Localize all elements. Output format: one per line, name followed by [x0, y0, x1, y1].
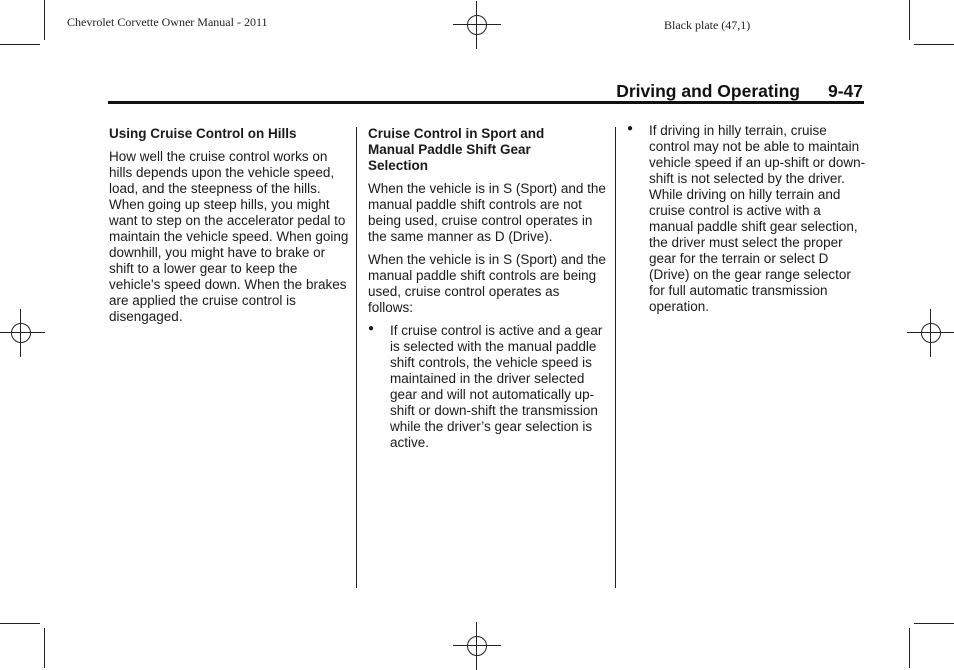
- column-1-heading: Using Cruise Control on Hills: [109, 126, 297, 141]
- crop-mark-top-right-horizontal: [914, 44, 954, 45]
- registration-mark-top: [461, 9, 493, 41]
- column-3-bullet-text: If driving in hilly terrain, cruise control may not be able to maintain vehicle speed if an up-shift or down-shift is not selected by the driver. While driving on hilly terrain and cruise control is active with a manual paddle shift gear selection, the driver must select the proper gear for the terrain or select D (Drive) on the gear range selector for full automatic transmission operation.: [649, 123, 866, 314]
- column-divider-2: [615, 127, 616, 588]
- crop-mark-bottom-right-horizontal: [914, 623, 954, 624]
- crop-mark-bottom-left-horizontal: [0, 623, 40, 624]
- registration-mark-bottom: [461, 630, 493, 662]
- crop-mark-top-left-vertical: [44, 0, 45, 40]
- crop-mark-bottom-left-vertical: [44, 628, 45, 668]
- column-2: [368, 126, 606, 451]
- header-rule: [108, 101, 864, 104]
- bullet-dot: ●: [627, 123, 634, 134]
- crop-mark-top-right-vertical: [909, 0, 910, 40]
- crop-mark-bottom-right-vertical: [909, 628, 910, 668]
- column-2-paragraph-1: When the vehicle is in S (Sport) and the manual paddle shift controls are not being used, cruise control operates in the same manner as D (Drive).: [368, 181, 606, 244]
- column-3-bullet: [627, 123, 867, 315]
- page-number: 9-47: [827, 81, 863, 101]
- column-2-heading: Cruise Control in Sport and Manual Paddle Shift Gear Selection: [368, 126, 545, 173]
- column-1: [109, 126, 349, 332]
- column-2-bullet: [368, 323, 606, 451]
- registration-mark-left: [5, 317, 37, 349]
- column-1-paragraph: How well the cruise control works on hills depends upon the vehicle speed, load, and the steepness of the hills. When going up steep hills, you might want to step on the accelerator pedal to maintain the vehicle speed. When going downhill, you might have to brake or shift to a lower gear to keep the vehicle's speed down. When the brakes are applied the cruise control is disengaged.: [109, 149, 349, 324]
- slug-right: Black plate (47,1): [664, 18, 751, 32]
- bullet-dot: ●: [368, 323, 375, 334]
- running-head: [616, 81, 863, 102]
- section-title: Driving and Operating: [616, 81, 800, 101]
- column-divider-1: [356, 127, 357, 588]
- slug-left: Chevrolet Corvette Owner Manual - 2011: [67, 15, 268, 29]
- registration-mark-right: [915, 317, 947, 349]
- column-2-paragraph-2: When the vehicle is in S (Sport) and the manual paddle shift controls are being used, cruise control operates as follows:: [368, 252, 606, 315]
- column-3: [627, 123, 867, 315]
- crop-mark-top-left-horizontal: [0, 44, 40, 45]
- column-2-bullet-text: If cruise control is active and a gear is selected with the manual paddle shift controls, the vehicle speed is maintained in the driver selected gear and will not automatically up-shift or down-shift the transmission while the driver’s gear selection is active.: [390, 323, 603, 450]
